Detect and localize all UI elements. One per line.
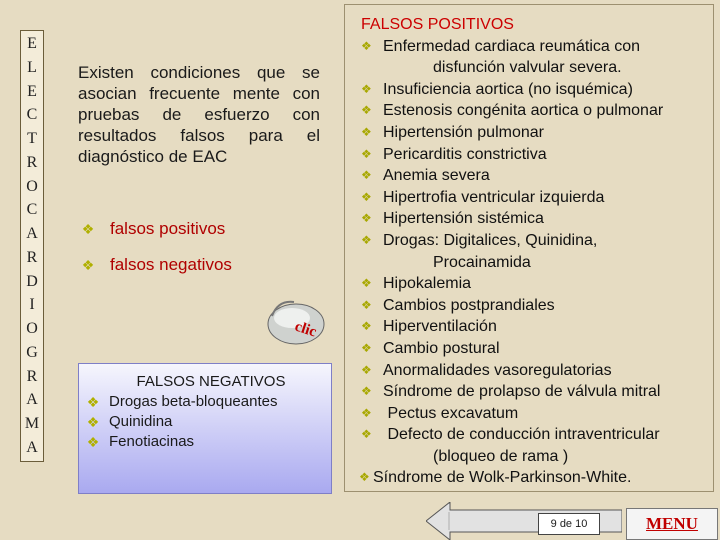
diamond-bullet-icon: ❖ <box>361 146 372 161</box>
vertical-title-letter: D <box>26 272 38 290</box>
diamond-bullet-icon: ❖ <box>361 297 372 312</box>
diamond-bullet-icon: ❖ <box>361 38 372 53</box>
list-item: ❖ Hipertensión pulmonar <box>355 122 709 144</box>
vertical-title <box>20 30 44 462</box>
clic-label: clic <box>292 318 319 341</box>
list-item-continuation: Procainamida <box>433 253 531 271</box>
diamond-bullet-icon: ❖ <box>361 189 372 204</box>
diamond-bullet-icon: ❖ <box>361 384 372 399</box>
vertical-title-letter: A <box>26 438 38 456</box>
vertical-title-letter: O <box>26 177 38 195</box>
negatives-box <box>78 363 332 494</box>
vertical-title-letter: I <box>29 296 35 314</box>
positives-title: FALSOS POSITIVOS <box>361 16 514 33</box>
list-item: ❖ Hiperventilación <box>355 316 709 338</box>
vertical-title-letter: M <box>24 415 40 432</box>
diamond-bullet-icon: ❖ <box>361 405 372 420</box>
list-item: ❖ Drogas beta-bloqueantes <box>86 393 278 410</box>
list-item: ❖ Hipertensión sistémica <box>355 208 709 230</box>
diamond-bullet-icon: ❖ <box>361 340 372 355</box>
diamond-bullet-icon: ❖ <box>361 168 372 183</box>
vertical-title-letter: E <box>27 35 37 52</box>
list-item: ❖ Drogas: Digitalices, Quinidina, <box>355 230 709 252</box>
list-item: ❖ Síndrome de Wolk-Parkinson-White. <box>355 467 709 489</box>
list-item: ❖ Anormalidades vasoregulatorias <box>355 360 709 382</box>
list-item: ❖ Síndrome de prolapso de válvula mitral <box>355 381 709 403</box>
vertical-title-letter: C <box>26 106 38 124</box>
list-item: ❖ Estenosis congénita aortica o pulmonar <box>355 100 709 122</box>
vertical-title-letter: L <box>27 58 37 76</box>
vertical-title-letter: A <box>26 225 38 242</box>
diamond-bullet-icon: ❖ <box>361 124 372 139</box>
list-item: ❖ Hipokalemia <box>355 273 709 295</box>
diamond-bullet-icon: ❖ <box>86 394 100 410</box>
list-item-continuation: disfunción valvular severa. <box>433 59 622 77</box>
vertical-title-letter: O <box>26 320 38 337</box>
positives-label: falsos positivos <box>110 219 226 238</box>
vertical-title-letter: E <box>27 82 37 100</box>
vertical-title-letter: G <box>26 343 38 361</box>
list-item: ❖ Hipertrofia ventricular izquierda <box>355 187 709 209</box>
list-item: ❖ Fenotiacinas <box>86 433 195 450</box>
vertical-title-letter: R <box>26 153 38 171</box>
negatives-title: FALSOS NEGATIVOS <box>136 373 286 390</box>
page-indicator: 9 de 10 <box>538 513 600 535</box>
vertical-title-letter: C <box>26 201 38 219</box>
diamond-bullet-icon: ❖ <box>361 103 372 118</box>
list-item: ❖ Pericarditis constrictiva <box>355 144 709 166</box>
diamond-bullet-icon: ❖ <box>81 256 95 273</box>
list-item: ❖ Quinidina <box>86 413 173 430</box>
list-item: ❖ Insuficiencia aortica (no isquémica) <box>355 79 709 101</box>
vertical-title-letter: R <box>26 248 38 266</box>
positives-panel <box>344 4 714 492</box>
positives-link[interactable] <box>80 219 225 239</box>
list-item: ❖ Defecto de conducción intraventricular <box>355 424 709 446</box>
diamond-bullet-icon: ❖ <box>361 427 372 442</box>
diamond-bullet-icon: ❖ <box>361 81 372 96</box>
vertical-title-letter: T <box>27 130 37 147</box>
intro-text: Existen condiciones que se asocian frecuente mente con pruebas de esfuerzo con resultados falsos para el diagnóstico de EAC <box>78 63 320 166</box>
diamond-bullet-icon: ❖ <box>361 211 372 226</box>
diamond-bullet-icon: ❖ <box>361 276 372 291</box>
diamond-bullet-icon: ❖ <box>81 220 95 237</box>
diamond-bullet-icon: ❖ <box>86 434 100 450</box>
negatives-link[interactable] <box>80 255 232 275</box>
diamond-bullet-icon: ❖ <box>86 414 100 430</box>
list-item: ❖ Pectus excavatum <box>355 403 709 425</box>
diamond-bullet-icon: ❖ <box>361 319 372 334</box>
mouse-clic-button[interactable] <box>264 296 328 348</box>
negatives-label: falsos negativos <box>110 255 232 274</box>
list-item: ❖ Anemia severa <box>355 165 709 187</box>
diamond-bullet-icon: ❖ <box>359 470 370 485</box>
list-item: ❖ Cambio postural <box>355 338 709 360</box>
list-item: ❖ Enfermedad cardiaca reumática con <box>355 36 709 58</box>
list-item: ❖ Cambios postprandiales <box>355 295 709 317</box>
menu-button[interactable]: MENU <box>626 508 718 540</box>
diamond-bullet-icon: ❖ <box>361 362 372 377</box>
diamond-bullet-icon: ❖ <box>361 232 372 247</box>
vertical-title-letter: A <box>26 391 38 409</box>
vertical-title-letter: R <box>26 367 38 385</box>
list-item-continuation: (bloqueo de rama ) <box>433 447 569 465</box>
mouse-icon <box>264 296 328 348</box>
intro-paragraph <box>78 62 320 167</box>
